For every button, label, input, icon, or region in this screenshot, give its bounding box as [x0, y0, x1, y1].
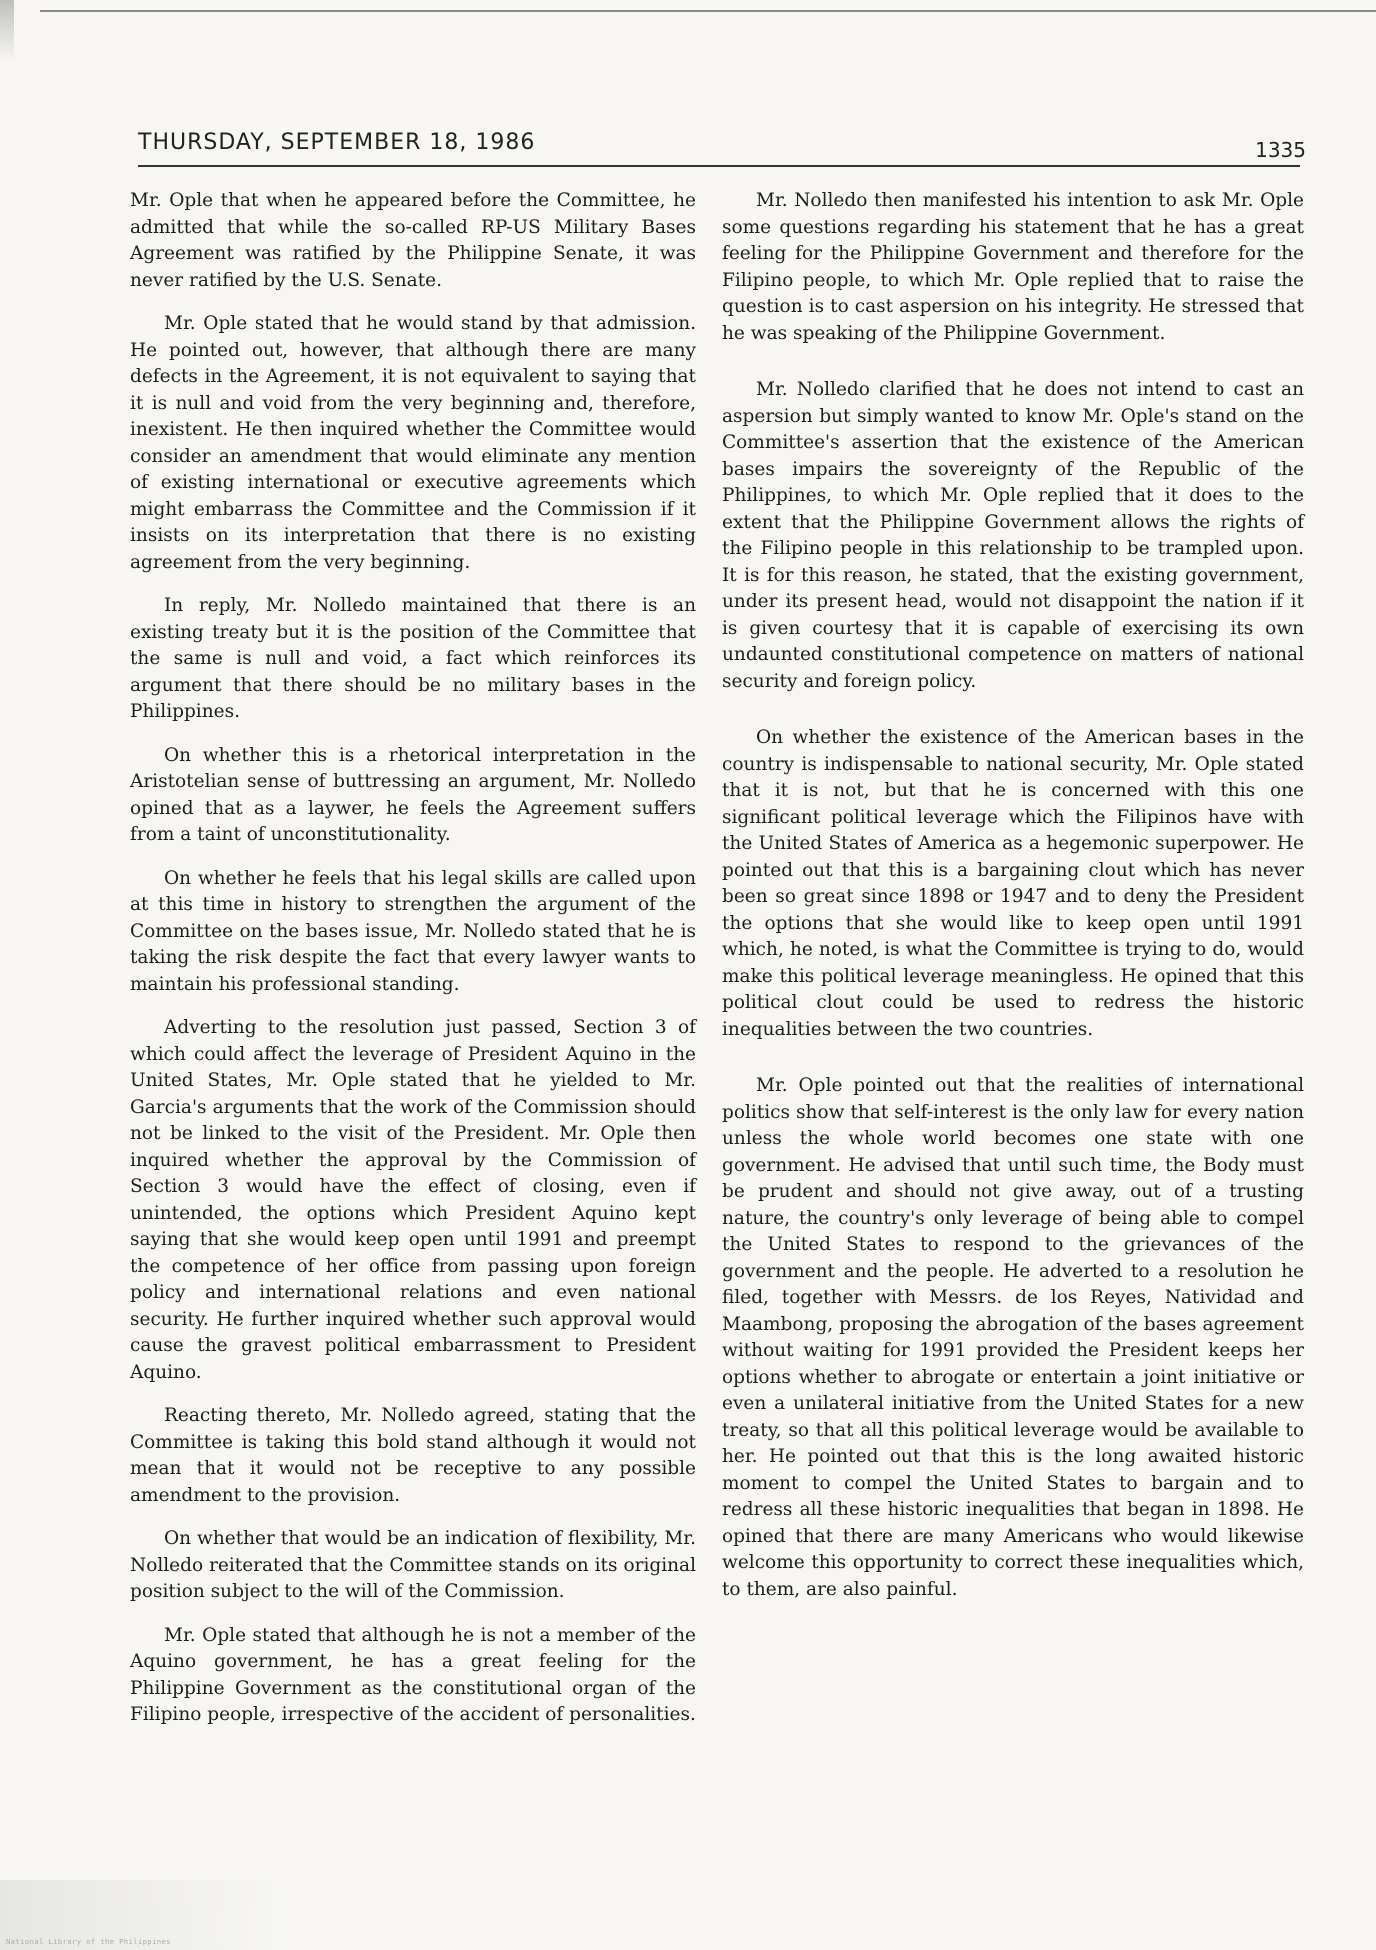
- paragraph: In reply, Mr. Nolledo maintained that there is an existing treaty but it is the position of the Committee that the same is null and void, a fact which reinforces its argument that there should be no military bases in the Philippines.: [130, 595, 696, 722]
- paragraph: Reacting thereto, Mr. Nolledo agreed, stating that the Committee is taking this bold stand although it would not mean that it would not be receptive to any possible amendment to the provision.: [130, 1405, 696, 1506]
- paragraph: Mr. Nolledo clarified that he does not intend to cast an aspersion but simply wanted to know Mr. Ople's stand on the Committee's assertion that the existence of the American bases impairs the sovereignty of the Republic of the Philippines, to which Mr. Ople replied that it does to the extent that the Philippine Government allows the rights of the Filipino people in this relationship to be trampled upon. It is for this reason, he stated, that the existing government, under its present head, would not disappoint the nation if it is given courtesy that it is capable of exercising its own undaunted constitutional competence on matters of national security and foreign policy.: [722, 379, 1304, 692]
- paragraph: Mr. Ople that when he appeared before the Committee, he admitted that while the so-called RP-US Military Bases Agreement was ratified by the Philippine Senate, it was never ratified by the U.S. Senate.: [130, 190, 696, 291]
- library-stamp: [0, 1880, 280, 1950]
- paragraph: Mr. Nolledo then manifested his intention to ask Mr. Ople some questions regarding his statement that he has a great feeling for the Philippine Government and therefore for the Filipino people, to which Mr. Ople replied that to raise the question is to cast aspersion on his integrity. He stressed that he was speaking of the Philippine Government.: [722, 190, 1304, 344]
- page-number: 1335: [1255, 138, 1306, 162]
- scan-edge-artifact: [0, 0, 14, 60]
- paragraph: On whether the existence of the American bases in the country is indispensable to national security, Mr. Ople stated that it is not, but that he is concerned with this one significant political leverage which the Filipinos have with the United States of America as a hegemonic superpower. He pointed out that this is a bargaining clout which has never been so great since 1898 or 1947 and to deny the President the options that she would like to keep open until 1991 which, he noted, is what the Committee is trying to do, would make this political leverage meaningless. He opined that this political clout could be used to redress the historic inequalities between the two countries.: [722, 727, 1304, 1040]
- header-rule: [138, 165, 1300, 167]
- header-date: THURSDAY, SEPTEMBER 18, 1986: [138, 130, 536, 155]
- stamp-text: National Library of the Philippines: [6, 1938, 172, 1946]
- paragraph: On whether he feels that his legal skills are called upon at this time in history to strengthen the argument of the Committee on the bases issue, Mr. Nolledo stated that he is taking the risk despite the fact that every lawyer wants to maintain his professional standing.: [130, 867, 696, 995]
- page-header: [138, 130, 1306, 174]
- paragraph: Mr. Ople pointed out that the realities of international politics show that self-interest is the only law for every nation unless the whole world becomes one state with one government. He advised that until such time, the Body must be prudent and should not give away, out of a trusting nature, the country's only leverage of being able to compel the United States to respond to the grievances of the government and the people. He adverted to a resolution he filed, together with Messrs. de los Reyes, Natividad and Maambong, proposing the abrogation of the bases agreement without waiting for 1991 provided the President keeps her options whether to abrogate or entertain a joint initiative or even a unilateral initiative from the United States for a new treaty, so that all this political leverage would be available to her. He pointed out that this is the long awaited historic moment to compel the United States to bargain and to redress all these historic inequalities that began in 1898. He opined that there are many Americans who would likewise welcome this opportunity to correct these inequalities which, to them, are also painful.: [722, 1075, 1304, 1600]
- paragraph: Mr. Ople stated that he would stand by that admission. He pointed out, however, that although there are many defects in the Agreement, it is not equivalent to saying that it is null and void from the very beginning and, therefore, inexistent. He then inquired whether the Committee would consider an amendment that would eliminate any mention of existing international or executive agreements which might embarrass the Committee and the Commission if it insists on its interpretation that there is no existing agreement from the very beginning.: [130, 313, 696, 573]
- paragraph: Adverting to the resolution just passed, Section 3 of which could affect the leverage of President Aquino in the United States, Mr. Ople stated that he yielded to Mr. Garcia's arguments that the work of the Commission should not be linked to the visit of the President. Mr. Ople then inquired whether the approval by the Commission of Section 3 would have the effect of closing, even if unintended, the options which President Aquino kept saying that she would keep open until 1991 and preempt the competence of her office from passing upon foreign policy and international relations and even national security. He further inquired whether such approval would cause the gravest political embarrassment to President Aquino.: [130, 1017, 696, 1383]
- paragraph: Mr. Ople stated that although he is not a member of the Aquino government, he has a great feeling for the Philippine Government as the constitutional organ of the Filipino people, irrespective of the accident of personalities.: [130, 1624, 696, 1725]
- top-scan-rule: [40, 10, 1376, 12]
- paragraph: On whether this is a rhetorical interpretation in the Aristotelian sense of buttressing an argument, Mr. Nolledo opined that as a laywer, he feels the Agreement suffers from a taint of unconstitutionality.: [130, 744, 696, 845]
- right-column: [722, 188, 1304, 1633]
- paragraph: On whether that would be an indication of flexibility, Mr. Nolledo reiterated that the Committee stands on its original position subject to the will of the Commission.: [130, 1528, 696, 1602]
- left-column: [130, 188, 696, 1746]
